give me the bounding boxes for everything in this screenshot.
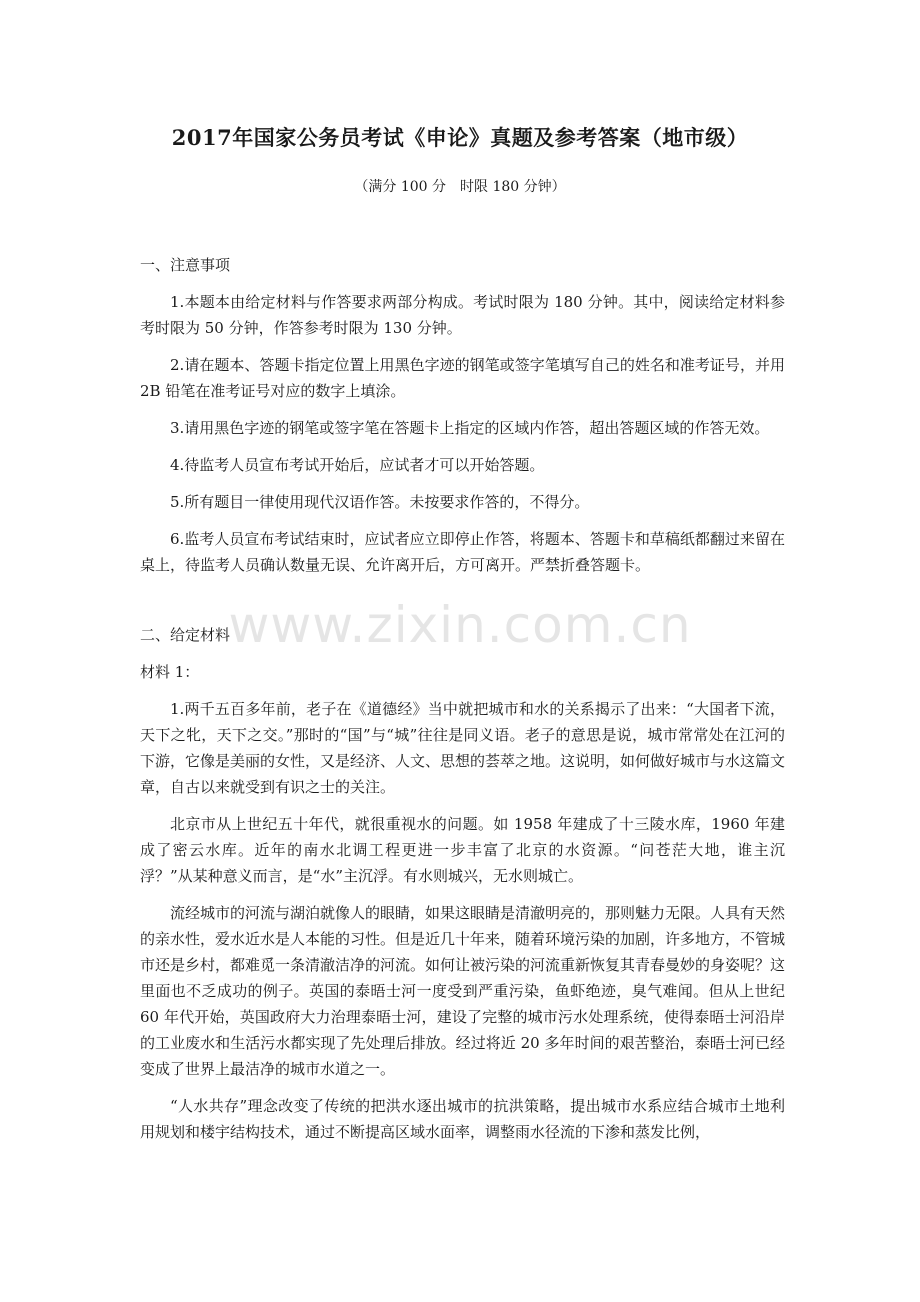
material-paragraph-1: 1.两千五百多年前，老子在《道德经》当中就把城市和水的关系揭示了出来：“大国者下流，天下之牝，天下之交。”那时的“国”与“城”往往是同义语。老子的意思是说，城市常常处在江河的下游，它像是美丽的女性，又是经济、人文、思想的荟萃之地。这说明，如何做好城市与水这篇文章，自古以来就受到有识之士的关注。 — [140, 700, 786, 796]
notice-item-4: 4.待监考人员宣布考试开始后，应试者才可以开始答题。 — [170, 456, 545, 474]
material-paragraph-2: 北京市从上世纪五十年代，就很重视水的问题。如 1958 年建成了十三陵水库，1960 年建成了密云水库。近年的南水北调工程更进一步丰富了北京的水资源。“问苍茫大地，谁主沉浮？”从某种意义而言，是“水”主沉浮。有水则城兴，无水则城亡。 — [140, 815, 785, 885]
document-title: 2017年国家公务员考试《申论》真题及参考答案（地市级） — [171, 125, 749, 150]
watermark-text: www.zixin.com.cn — [228, 596, 692, 654]
notice-item-6: 6.监考人员宣布考试结束时，应试者应立即停止作答，将题本、答题卡和草稿纸都翻过来留在桌上，待监考人员确认数量无误、允许离开后，方可离开。严禁折叠答题卡。 — [140, 530, 785, 574]
material-paragraph-4: “人水共存”理念改变了传统的把洪水逐出城市的抗洪策略，提出城市水系应结合城市土地利用规划和楼宇结构技术，通过不断提高区域水面率，调整雨水径流的下渗和蒸发比例， — [140, 1097, 785, 1141]
document-subtitle: （满分 100 分 时限 180 分钟） — [354, 179, 566, 195]
material-label: 材料 1： — [140, 663, 200, 681]
notice-item-3: 3.请用黑色字迹的钢笔或签字笔在答题卡上指定的区域内作答，超出答题区域的作答无效。 — [170, 419, 770, 437]
material-paragraph-3: 流经城市的河流与湖泊就像人的眼睛，如果这眼睛是清澈明亮的，那则魅力无限。人具有天然的亲水性，爱水近水是人本能的习性。但是近几十年来，随着环境污染的加剧，许多地方，不管城市还是乡村，都难觅一条清澈洁净的河流。如何让被污染的河流重新恢复其青春曼妙的身姿呢？这里面也不乏成功的例子。英国的泰晤士河一度受到严重污染，鱼虾绝迹，臭气难闻。但从上世纪 60 年代开始，英国政府大力治理泰晤士河，建设了完整的城市污水处理系统，使得泰晤士河沿岸的工业废水和生活污水都实现了先处理后排放。经过将近 20 多年时间的艰苦整治，泰晤士河已经变成了世界上最洁净的城市水道之一。 — [140, 904, 786, 1078]
section-heading-notes: 一、注意事项 — [140, 256, 231, 274]
section-heading-materials: 二、给定材料 — [140, 626, 231, 644]
document-body — [140, 252, 785, 1145]
notice-item-5: 5.所有题目一律使用现代汉语作答。未按要求作答的，不得分。 — [170, 493, 590, 511]
notice-item-2: 2.请在题本、答题卡指定位置上用黑色字迹的钢笔或签字笔填写自己的姓名和准考证号，并用 2B 铅笔在准考证号对应的数字上填涂。 — [140, 356, 785, 400]
notice-item-1: 1.本题本由给定材料与作答要求两部分构成。考试时限为 180 分钟。其中，阅读给定材料参考时限为 50 分钟，作答参考时限为 130 分钟。 — [140, 293, 785, 337]
